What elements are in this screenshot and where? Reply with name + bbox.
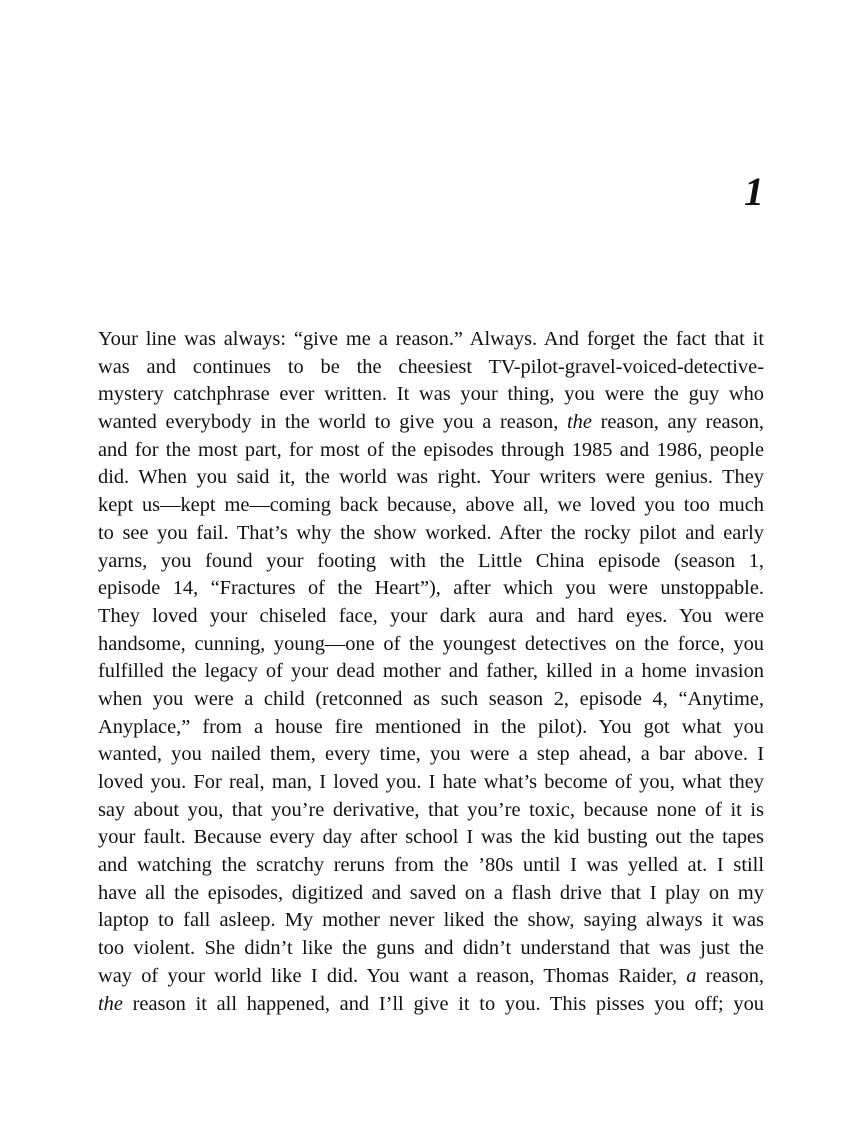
text-run: They loved your chiseled face, your dark aura and hard eyes. You were: [98, 604, 764, 627]
italic-text-run: a: [686, 964, 697, 987]
text-line: [98, 548, 764, 576]
text-line: [98, 686, 764, 714]
text-run: your fault. Because every day after school I was the kid busting out the tapes: [98, 826, 764, 849]
chapter-body-text: [98, 326, 764, 1018]
text-run: mystery catchphrase ever written. It was your thing, you were the guy who: [98, 383, 764, 406]
text-line: [98, 963, 764, 991]
text-run: have all the episodes, digitized and saved on a flash drive that I play on my: [98, 881, 764, 904]
text-line: [98, 714, 764, 742]
text-line: [98, 907, 764, 935]
text-line: [98, 492, 764, 520]
text-line: [98, 464, 764, 492]
text-run: and watching the scratchy reruns from the ’80s until I was yelled at. I still: [98, 854, 764, 877]
text-line: [98, 880, 764, 908]
text-run: laptop to fall asleep. My mother never liked the show, saying always it was: [98, 909, 764, 932]
chapter-number: 1: [744, 169, 764, 214]
text-run: to see you fail. That’s why the show worked. After the rocky pilot and early: [98, 521, 764, 544]
text-run: Anyplace,” from a house fire mentioned in the pilot). You got what you: [98, 715, 764, 738]
text-run: handsome, cunning, young—one of the youngest detectives on the force, you: [98, 632, 764, 655]
text-run: was and continues to be the cheesiest TV-pilot-gravel-voiced-detective-: [98, 355, 764, 378]
text-line: [98, 658, 764, 686]
text-run: Your line was always: “give me a reason.” Always. And forget the fact that it: [98, 328, 764, 350]
text-line: [98, 520, 764, 548]
text-line: [98, 603, 764, 631]
text-line: [98, 852, 764, 880]
text-run: say about you, that you’re derivative, that you’re toxic, because none of it is: [98, 798, 764, 821]
text-run: way of your world like I did. You want a reason, Thomas Raider,: [98, 964, 687, 987]
text-line: [98, 991, 764, 1019]
text-run: when you were a child (retconned as such season 2, episode 4, “Anytime,: [98, 687, 764, 710]
text-run: reason, any reason,: [591, 411, 764, 434]
text-run: did. When you said it, the world was right. Your writers were genius. They: [98, 466, 764, 489]
text-line: [98, 741, 764, 769]
text-line: [98, 437, 764, 465]
text-line: [98, 935, 764, 963]
text-run: fulfilled the legacy of your dead mother and father, killed in a home invasion: [98, 660, 764, 683]
text-run: episode 14, “Fractures of the Heart”), after which you were unstoppable.: [98, 577, 764, 600]
text-run: kept us—kept me—coming back because, above all, we loved you too much: [98, 494, 764, 517]
text-line: [98, 381, 764, 409]
text-run: too violent. She didn’t like the guns and didn’t understand that was just the: [98, 937, 764, 960]
text-run: loved you. For real, man, I loved you. I hate what’s become of you, what they: [98, 771, 764, 793]
text-line: [98, 824, 764, 852]
italic-text-run: the: [98, 992, 123, 1015]
text-line: [98, 354, 764, 382]
italic-text-run: the: [566, 411, 592, 434]
text-run: wanted, you nailed them, every time, you were a step ahead, a bar above. I: [98, 743, 764, 766]
text-run: and for the most part, for most of the episodes through 1985 and 1986, people: [98, 438, 764, 461]
text-line: [98, 326, 764, 354]
text-line: [98, 769, 764, 797]
text-run: yarns, you found your footing with the Little China episode (season 1,: [98, 549, 764, 572]
text-run: wanted everybody in the world to give you a reason,: [98, 411, 567, 434]
text-run: reason,: [696, 964, 764, 987]
text-run: reason it all happened, and I’ll give it to you. This pisses you off; you: [122, 992, 764, 1015]
text-line: [98, 409, 764, 437]
text-line: [98, 631, 764, 659]
text-line: [98, 797, 764, 825]
text-line: [98, 575, 764, 603]
